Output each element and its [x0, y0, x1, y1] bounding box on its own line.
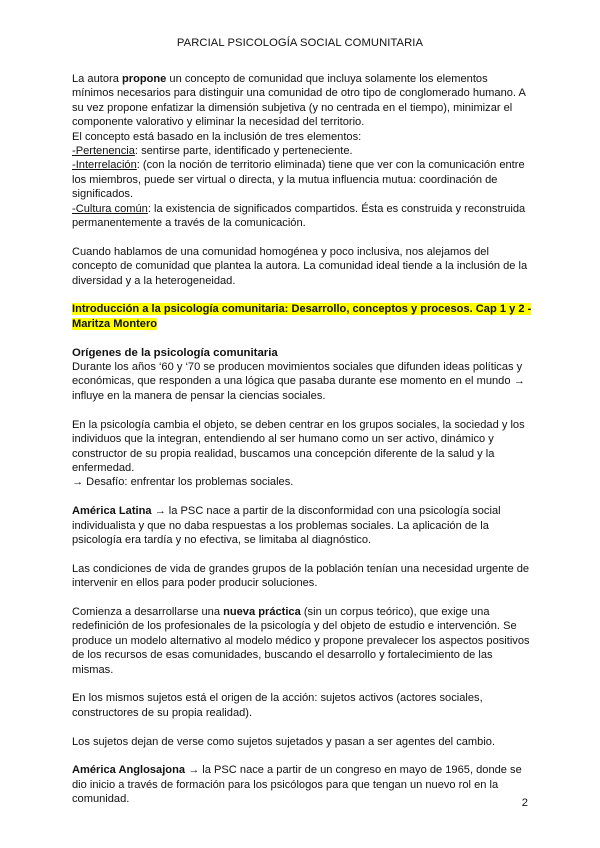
highlighted-heading: [72, 302, 532, 331]
bold-america-anglosajona: América Anglosajona: [72, 764, 186, 777]
paragraph-condiciones: Las condiciones de vida de grandes grupos de la población tenían una necesidad urgente de intervenir en ellos para poder producir soluciones.: [72, 562, 530, 590]
paragraph-america-latina: [72, 504, 532, 547]
highlight-text: Introducción a la psicología comunitaria: Desarrollo, conceptos y procesos. Cap 1 y 2 - Maritza Montero: [72, 303, 532, 330]
paragraph-sujetos-activos: En los mismos sujetos está el origen de la acción: sujetos activos (actores sociales, constructores de su propia realidad).: [72, 692, 483, 719]
paragraph-comunidad-homogenea: Cuando hablamos de una comunidad homogénea y poco inclusiva, nos alejamos del concepto de comunidad que plantea la autora. La comunidad ideal tiende a la inclusión de la diversidad y a la heterogeneidad.: [72, 245, 528, 287]
paragraph-america-anglosajona: [72, 763, 532, 806]
text-run: un concepto de comunidad que incluya solamente los elementos mínimos necesarios para distinguir una comunidad de otro tipo de conglomerado humano. A su vez propone enfatizar la dimensión subjetiva (y no centrada en el tiempo), minimizar el componente valorativo y eliminar la necesidad del territorio.: [72, 73, 526, 129]
text-run: → la PSC nace a partir de la disconformidad con una psicología social individualista y que no daba respuestas a los problemas sociales. La aplicación de la psicología era tardía y no efectiva, se limitaba al diagnóstico.: [72, 505, 501, 546]
term-cultura: -Cultura común: [72, 202, 148, 215]
text-run: : sentirse parte, identificado y perteneciente.: [134, 145, 353, 158]
term-pertenencia: -Pertenencia: [72, 145, 135, 158]
text-run: La autora: [72, 73, 122, 85]
paragraph-autora: [72, 72, 532, 130]
paragraph-agentes-cambio: Los sujetos dejan de verse como sujetos sujetados y pasan a ser agentes del cambio.: [72, 735, 496, 748]
list-item-interrelacion: [72, 158, 532, 201]
page-number: 2: [521, 797, 528, 809]
bold-america-latina: América Latina: [72, 505, 152, 518]
term-interrelacion: -Interrelación: [72, 159, 137, 172]
text-run: : (con la noción de territorio eliminada) tiene que ver con la comunicación entre los miembros, puede ser virtual o directa, y la mutua influencia mutua: coordinación de significados.: [72, 159, 525, 201]
paragraph-desafio: → Desafío: enfrentar los problemas sociales.: [72, 476, 294, 489]
page-body: [72, 72, 532, 807]
text-run: → la PSC nace a partir de un congreso en mayo de 1965, donde se dio inicio a través de formación para los psicólogos para que tengan un nuevo rol en la comunidad.: [72, 764, 522, 806]
section-title: Orígenes de la psicología comunitaria: [72, 346, 278, 359]
page-header: PARCIAL PSICOLOGÍA SOCIAL COMUNITARIA: [176, 37, 424, 49]
list-item-cultura: [72, 202, 532, 231]
paragraph-anios-60: Durante los años ‘60 y ‘70 se producen movimientos sociales que difunden ideas políticas y económicas, que responden a una lógica que pasaba durante ese momento en el mundo → influye en la manera de pensar la ciencias sociales.: [72, 361, 525, 402]
text-run: (sin un corpus teórico), que exige una redefinición de los profesionales de la psicología y del objeto de estudio e intervención. Se produce un modelo alternativo al modelo médico y propone prevalecer los aspectos positivos de los recursos de esas comunidades, buscando el desarrollo y fortalecimiento de las mismas.: [72, 605, 530, 676]
paragraph-elementos: El concepto está basado en la inclusión de tres elementos:: [72, 130, 362, 143]
text-run: Comienza a desarrollarse una: [72, 605, 224, 618]
bold-propone: propone: [121, 73, 167, 85]
text-run: : la existencia de significados compartidos. Ésta es construida y reconstruida permanentemente a través de la comunicación.: [72, 202, 526, 230]
paragraph-nueva-practica: [72, 605, 532, 677]
list-item-pertenencia: [72, 144, 532, 158]
paragraph-objeto: En la psicología cambia el objeto, se deben centrar en los grupos sociales, la sociedad y los individuos que la integran, entendiendo al ser humano como un ser activo, dinámico y constructor de su propia realidad, buscamos una concepción diferente de la salud y la enfermedad.: [72, 418, 525, 474]
bold-nueva-practica: nueva práctica: [223, 605, 301, 618]
